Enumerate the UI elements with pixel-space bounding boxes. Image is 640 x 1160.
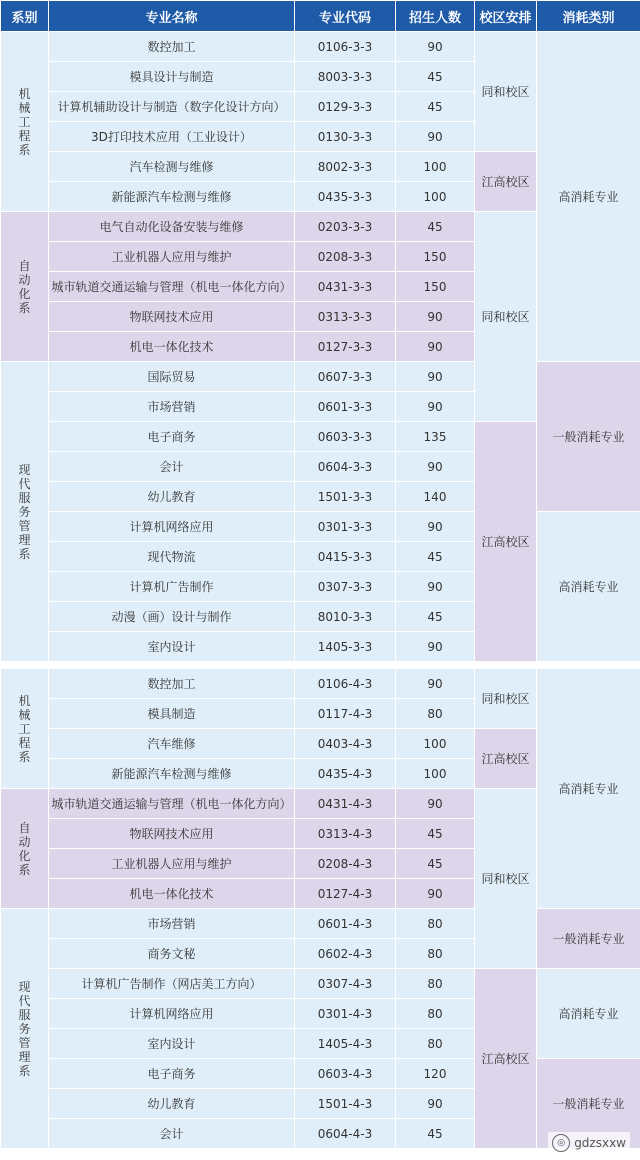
major-code-cell: 0604-4-3 <box>295 1119 396 1149</box>
enrollment-cell: 90 <box>396 392 475 422</box>
table-body <box>1 32 640 1149</box>
enrollment-cell: 90 <box>396 879 475 909</box>
campus-cell: 同和校区 <box>475 669 537 729</box>
major-name-cell: 动漫（画）设计与制作 <box>49 602 295 632</box>
major-name-cell: 计算机辅助设计与制造（数字化设计方向） <box>49 92 295 122</box>
enrollment-cell: 90 <box>396 632 475 662</box>
major-code-cell: 0602-4-3 <box>295 939 396 969</box>
enrollment-cell: 80 <box>396 1029 475 1059</box>
major-name-cell: 现代物流 <box>49 542 295 572</box>
table-row <box>1 669 640 699</box>
enrollment-cell: 100 <box>396 152 475 182</box>
major-name-cell: 机电一体化技术 <box>49 879 295 909</box>
major-name-cell: 市场营销 <box>49 909 295 939</box>
enrollment-cell: 45 <box>396 849 475 879</box>
major-code-cell: 0106-4-3 <box>295 669 396 699</box>
enrollment-cell: 45 <box>396 819 475 849</box>
campus-cell: 江高校区 <box>475 969 537 1149</box>
major-name-cell: 国际贸易 <box>49 362 295 392</box>
major-code-cell: 0130-3-3 <box>295 122 396 152</box>
major-name-cell: 电子商务 <box>49 1059 295 1089</box>
major-name-cell: 室内设计 <box>49 1029 295 1059</box>
major-name-cell: 市场营销 <box>49 392 295 422</box>
enrollment-cell: 90 <box>396 122 475 152</box>
major-name-cell: 数控加工 <box>49 669 295 699</box>
header-major-name: 专业名称 <box>49 1 295 32</box>
major-name-cell: 计算机网络应用 <box>49 999 295 1029</box>
major-code-cell: 8002-3-3 <box>295 152 396 182</box>
major-name-cell: 商务文秘 <box>49 939 295 969</box>
enrollment-cell: 45 <box>396 212 475 242</box>
major-code-cell: 0431-3-3 <box>295 272 396 302</box>
major-name-cell: 汽车检测与维修 <box>49 152 295 182</box>
major-code-cell: 0106-3-3 <box>295 32 396 62</box>
enrollment-cell: 120 <box>396 1059 475 1089</box>
major-name-cell: 3D打印技术应用（工业设计） <box>49 122 295 152</box>
campus-cell: 江高校区 <box>475 152 537 212</box>
major-name-cell: 电气自动化设备安装与维修 <box>49 212 295 242</box>
major-code-cell: 0403-4-3 <box>295 729 396 759</box>
major-code-cell: 0435-4-3 <box>295 759 396 789</box>
major-code-cell: 1405-4-3 <box>295 1029 396 1059</box>
major-name-cell: 幼儿教育 <box>49 482 295 512</box>
major-name-cell: 新能源汽车检测与维修 <box>49 182 295 212</box>
major-name-cell: 物联网技术应用 <box>49 302 295 332</box>
enrollment-cell: 90 <box>396 572 475 602</box>
dept-label: 现代服务管理系 <box>18 462 31 561</box>
table-row <box>1 909 640 939</box>
section-separator <box>1 662 640 669</box>
enrollment-cell: 150 <box>396 242 475 272</box>
enrollment-cell: 80 <box>396 939 475 969</box>
major-name-cell: 计算机广告制作（网店美工方向） <box>49 969 295 999</box>
major-name-cell: 会计 <box>49 1119 295 1149</box>
major-code-cell: 0127-3-3 <box>295 332 396 362</box>
major-code-cell: 8010-3-3 <box>295 602 396 632</box>
major-name-cell: 数控加工 <box>49 32 295 62</box>
wechat-icon: ◎ <box>552 1134 570 1152</box>
major-code-cell: 0301-4-3 <box>295 999 396 1029</box>
major-name-cell: 电子商务 <box>49 422 295 452</box>
major-name-cell: 幼儿教育 <box>49 1089 295 1119</box>
major-code-cell: 0307-4-3 <box>295 969 396 999</box>
category-cell: 一般消耗专业 <box>537 362 640 512</box>
enrollment-cell: 100 <box>396 182 475 212</box>
campus-cell: 同和校区 <box>475 212 537 422</box>
category-cell: 高消耗专业 <box>537 969 640 1059</box>
enrollment-cell: 140 <box>396 482 475 512</box>
dept-label: 自动化系 <box>18 258 31 315</box>
major-name-cell: 城市轨道交通运输与管理（机电一体化方向） <box>49 789 295 819</box>
dept-cell <box>1 669 49 789</box>
enrollment-cell: 45 <box>396 92 475 122</box>
watermark <box>548 1132 630 1154</box>
major-code-cell: 0203-3-3 <box>295 212 396 242</box>
dept-label: 机械工程系 <box>18 693 31 764</box>
major-code-cell: 0129-3-3 <box>295 92 396 122</box>
enrollment-cell: 90 <box>396 1089 475 1119</box>
major-name-cell: 城市轨道交通运输与管理（机电一体化方向） <box>49 272 295 302</box>
enrollment-cell: 80 <box>396 699 475 729</box>
header-enrollment: 招生人数 <box>396 1 475 32</box>
major-code-cell: 0415-3-3 <box>295 542 396 572</box>
enrollment-cell: 90 <box>396 669 475 699</box>
major-code-cell: 0431-4-3 <box>295 789 396 819</box>
major-code-cell: 0208-3-3 <box>295 242 396 272</box>
major-code-cell: 0435-3-3 <box>295 182 396 212</box>
table-row <box>1 362 640 392</box>
major-code-cell: 1405-3-3 <box>295 632 396 662</box>
dept-cell <box>1 909 49 1149</box>
major-code-cell: 0313-3-3 <box>295 302 396 332</box>
campus-cell: 江高校区 <box>475 729 537 789</box>
enrollment-cell: 90 <box>396 332 475 362</box>
category-cell: 一般消耗专业 <box>537 1059 640 1149</box>
dept-label: 机械工程系 <box>18 86 31 157</box>
major-code-cell: 0603-4-3 <box>295 1059 396 1089</box>
enrollment-cell: 135 <box>396 422 475 452</box>
major-name-cell: 汽车维修 <box>49 729 295 759</box>
header-category: 消耗类别 <box>537 1 640 32</box>
table-row <box>1 32 640 62</box>
major-name-cell: 计算机网络应用 <box>49 512 295 542</box>
major-code-cell: 0604-3-3 <box>295 452 396 482</box>
major-code-cell: 0601-3-3 <box>295 392 396 422</box>
major-code-cell: 0208-4-3 <box>295 849 396 879</box>
dept-label: 自动化系 <box>18 820 31 877</box>
enrollment-cell: 80 <box>396 969 475 999</box>
category-cell: 高消耗专业 <box>537 512 640 662</box>
category-cell: 一般消耗专业 <box>537 909 640 969</box>
campus-cell: 同和校区 <box>475 789 537 969</box>
table-row <box>1 969 640 999</box>
header-campus: 校区安排 <box>475 1 537 32</box>
major-code-cell: 0117-4-3 <box>295 699 396 729</box>
campus-cell: 同和校区 <box>475 32 537 152</box>
enrollment-cell: 80 <box>396 999 475 1029</box>
major-code-cell: 0313-4-3 <box>295 819 396 849</box>
category-cell: 高消耗专业 <box>537 669 640 909</box>
major-name-cell: 模具制造 <box>49 699 295 729</box>
enrollment-cell: 45 <box>396 542 475 572</box>
major-code-cell: 8003-3-3 <box>295 62 396 92</box>
enrollment-cell: 45 <box>396 1119 475 1149</box>
header-dept: 系别 <box>1 1 49 32</box>
major-code-cell: 1501-4-3 <box>295 1089 396 1119</box>
major-name-cell: 室内设计 <box>49 632 295 662</box>
major-code-cell: 0601-4-3 <box>295 909 396 939</box>
enrollment-cell: 90 <box>396 302 475 332</box>
table-row <box>1 512 640 542</box>
enrollment-cell: 80 <box>396 909 475 939</box>
dept-cell <box>1 789 49 909</box>
enrollment-cell: 45 <box>396 62 475 92</box>
table-header-row <box>1 1 640 32</box>
major-name-cell: 会计 <box>49 452 295 482</box>
major-name-cell: 机电一体化技术 <box>49 332 295 362</box>
header-major-code: 专业代码 <box>295 1 396 32</box>
enrollment-cell: 100 <box>396 759 475 789</box>
watermark-text: gdzsxxw <box>574 1136 626 1150</box>
major-code-cell: 0603-3-3 <box>295 422 396 452</box>
table-row <box>1 1059 640 1089</box>
enrollment-cell: 150 <box>396 272 475 302</box>
dept-label: 现代服务管理系 <box>18 979 31 1078</box>
major-name-cell: 工业机器人应用与维护 <box>49 849 295 879</box>
major-code-cell: 0301-3-3 <box>295 512 396 542</box>
enrollment-cell: 90 <box>396 362 475 392</box>
enrollment-cell: 90 <box>396 789 475 819</box>
major-name-cell: 模具设计与制造 <box>49 62 295 92</box>
dept-cell <box>1 362 49 662</box>
major-code-cell: 1501-3-3 <box>295 482 396 512</box>
major-code-cell: 0307-3-3 <box>295 572 396 602</box>
major-name-cell: 物联网技术应用 <box>49 819 295 849</box>
enrollment-cell: 90 <box>396 32 475 62</box>
dept-cell <box>1 32 49 212</box>
campus-cell: 江高校区 <box>475 422 537 662</box>
major-name-cell: 新能源汽车检测与维修 <box>49 759 295 789</box>
major-code-cell: 0607-3-3 <box>295 362 396 392</box>
dept-cell <box>1 212 49 362</box>
enrollment-cell: 45 <box>396 602 475 632</box>
major-name-cell: 计算机广告制作 <box>49 572 295 602</box>
category-cell: 高消耗专业 <box>537 32 640 362</box>
major-code-cell: 0127-4-3 <box>295 879 396 909</box>
enrollment-cell: 90 <box>396 512 475 542</box>
enrollment-cell: 90 <box>396 452 475 482</box>
major-name-cell: 工业机器人应用与维护 <box>49 242 295 272</box>
enrollment-cell: 100 <box>396 729 475 759</box>
